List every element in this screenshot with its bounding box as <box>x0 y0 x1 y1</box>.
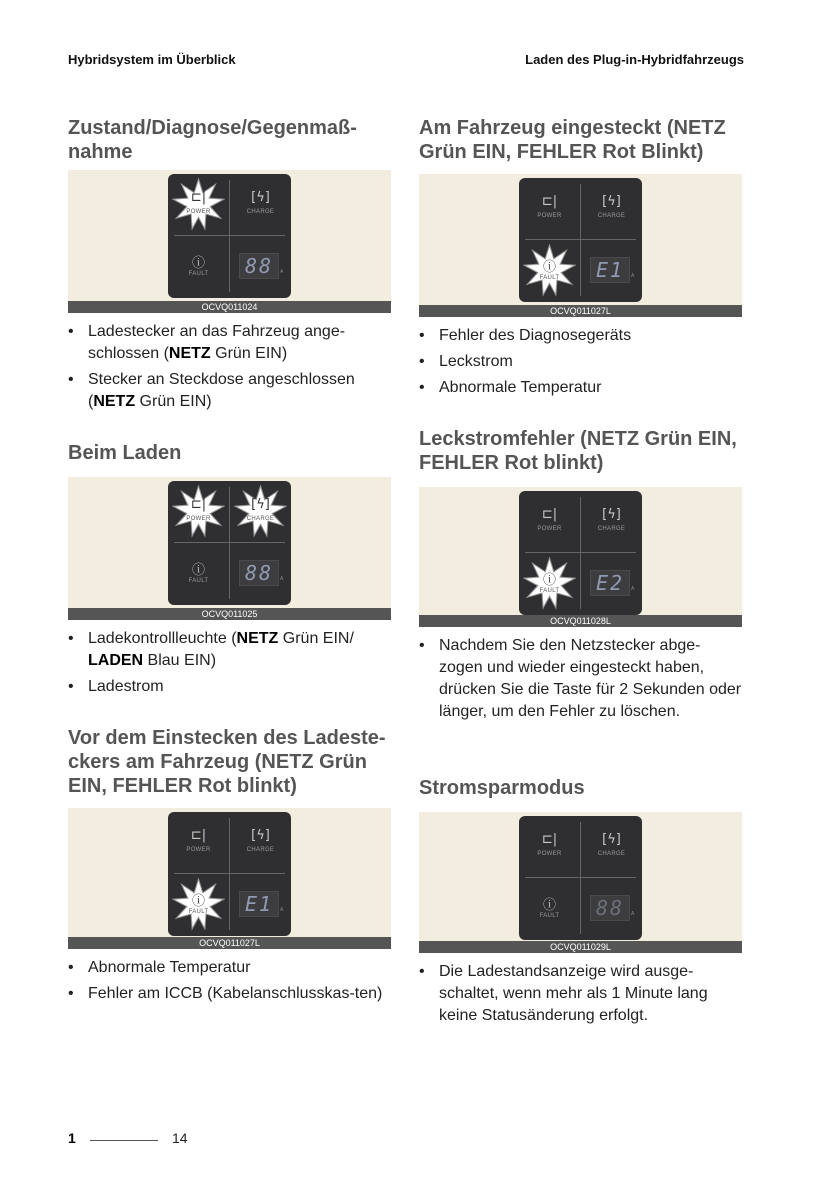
list-item: • Ladestecker an das Fahrzeug ange-schlossen (NETZ Grün EIN) <box>68 321 391 365</box>
charge-label: CHARGE <box>597 526 626 532</box>
list-item: • Fehler am ICCB (Kabelanschlusskas-ten) <box>68 983 391 1005</box>
power-indicator <box>519 816 580 877</box>
running-header-left: Hybridsystem im Überblick <box>68 52 236 67</box>
exclamation-icon: ⓘ <box>542 573 556 588</box>
fault-indicator <box>168 236 229 297</box>
section-title: Am Fahrzeug eingesteckt (NETZ Grün EIN, FEHLER Rot Blinkt) <box>419 117 726 163</box>
charge-label: CHARGE <box>597 213 626 219</box>
list-item: • Die Ladestandsanzeige wird ausge-schaltet, wenn mehr als 1 Minute lang keine Statusänderung erfolgt. <box>419 961 742 1027</box>
fault-label: FAULT <box>188 909 209 915</box>
charge-indicator <box>581 178 642 239</box>
plug-icon: ⊏| <box>190 828 207 843</box>
charger-panel-figure <box>68 808 391 949</box>
charger-panel <box>519 491 642 615</box>
list-item: • Fehler des Diagnosegeräts <box>419 325 742 347</box>
segment-display: 88 A <box>581 878 642 939</box>
section-while-charging <box>68 441 391 702</box>
list-item: • Abnormale Temperatur <box>419 377 742 399</box>
segment-display-value: E2 <box>590 570 630 596</box>
list-item: • Leckstrom <box>419 351 742 373</box>
list-item: • Ladekontrollleuchte (NETZ Grün EIN/ LADEN Blau EIN) <box>68 628 391 672</box>
section-title: Vor dem Einstecken des Ladeste-ckers am Fahrzeug (NETZ Grün EIN, FEHLER Rot blinkt) <box>68 727 386 797</box>
power-label: POWER <box>186 847 211 853</box>
figure-code: OCVQ011027L <box>419 305 742 317</box>
list-item: • Nachdem Sie den Netzstecker abge-zogen und wieder eingesteckt haben, drücken Sie die Taste für 2 Sekunden oder länger, um den Fehler zu löschen. <box>419 635 742 723</box>
charger-panel-figure <box>68 170 391 313</box>
charger-panel <box>168 481 291 605</box>
figure-code: OCVQ011025 <box>68 608 391 620</box>
section-power-saving <box>419 776 742 1031</box>
charge-icon: [ϟ] <box>251 828 270 843</box>
power-indicator <box>519 491 580 552</box>
charge-indicator <box>230 812 291 873</box>
figure-code: OCVQ011024 <box>68 301 391 313</box>
power-indicator <box>168 812 229 873</box>
segment-display-value: 88 <box>239 560 279 586</box>
power-label: POWER <box>537 213 562 219</box>
charge-icon: [ϟ] <box>602 194 621 209</box>
charge-label: CHARGE <box>246 209 275 215</box>
section-title: Leckstromfehler (NETZ Grün EIN, FEHLER Rot blinkt) <box>419 428 737 474</box>
page-number: 14 <box>172 1130 188 1146</box>
bullet-list <box>419 325 742 399</box>
charger-panel <box>519 178 642 302</box>
list-item: • Stecker an Steckdose angeschlossen (NETZ Grün EIN) <box>68 369 391 413</box>
figure-code: OCVQ011028L <box>419 615 742 627</box>
chapter-number: 1 <box>68 1130 76 1146</box>
bullet-list <box>419 635 742 723</box>
section-title: Zustand/Diagnose/Gegenmaß-nahme <box>68 117 357 163</box>
section-before-plugging <box>68 726 391 1009</box>
segment-display: 88 A <box>230 543 291 604</box>
segment-display: 88 A <box>230 236 291 297</box>
section-title: Stromsparmodus <box>419 777 585 799</box>
segment-display-value: E1 <box>590 257 630 283</box>
plug-icon: ⊏| <box>190 190 207 205</box>
fault-label: FAULT <box>188 271 209 277</box>
charger-panel-figure <box>419 174 742 317</box>
figure-code: OCVQ011029L <box>419 941 742 953</box>
charger-panel-figure <box>419 812 742 953</box>
running-header-right: Laden des Plug-in-Hybridfahrzeugs <box>525 52 744 67</box>
power-label: POWER <box>186 516 211 522</box>
power-indicator <box>168 174 229 235</box>
charge-label: CHARGE <box>597 851 626 857</box>
plug-icon: ⊏| <box>541 832 558 847</box>
exclamation-icon: ⓘ <box>191 256 205 271</box>
fault-indicator <box>519 240 580 301</box>
charge-indicator <box>581 816 642 877</box>
charge-icon: [ϟ] <box>251 190 270 205</box>
charge-label: CHARGE <box>246 516 275 522</box>
charge-icon: [ϟ] <box>602 507 621 522</box>
bullet-list <box>68 957 391 1005</box>
fault-label: FAULT <box>188 578 209 584</box>
figure-code: OCVQ011027L <box>68 937 391 949</box>
section-leakage-fault <box>419 427 742 727</box>
power-label: POWER <box>537 851 562 857</box>
fault-label: FAULT <box>539 588 560 594</box>
power-label: POWER <box>537 526 562 532</box>
exclamation-icon: ⓘ <box>191 563 205 578</box>
fault-indicator <box>168 543 229 604</box>
exclamation-icon: ⓘ <box>191 894 205 909</box>
fault-label: FAULT <box>539 913 560 919</box>
charger-panel <box>168 812 291 936</box>
bullet-list <box>419 961 742 1027</box>
plug-icon: ⊏| <box>190 497 207 512</box>
charger-panel-figure <box>68 477 391 620</box>
segment-display: E1 A <box>581 240 642 301</box>
segment-display-value: 88 <box>239 253 279 279</box>
charge-label: CHARGE <box>246 847 275 853</box>
bullet-list <box>68 628 391 698</box>
exclamation-icon: ⓘ <box>542 898 556 913</box>
plug-icon: ⊏| <box>541 507 558 522</box>
footer-divider <box>90 1140 158 1141</box>
charge-icon: [ϟ] <box>251 497 270 512</box>
fault-label: FAULT <box>539 275 560 281</box>
charge-indicator <box>230 174 291 235</box>
segment-display-value: 88 <box>590 895 630 921</box>
charger-panel-figure <box>419 487 742 627</box>
section-title: Beim Laden <box>68 442 182 464</box>
exclamation-icon: ⓘ <box>542 260 556 275</box>
section-status-diagnosis <box>68 116 391 417</box>
charge-icon: [ϟ] <box>602 832 621 847</box>
bullet-list <box>68 321 391 413</box>
charge-indicator <box>230 481 291 542</box>
section-plugged-in <box>419 116 742 403</box>
fault-indicator <box>519 553 580 614</box>
list-item: • Ladestrom <box>68 676 391 698</box>
list-item: • Abnormale Temperatur <box>68 957 391 979</box>
segment-display: E1 A <box>230 874 291 935</box>
fault-indicator <box>168 874 229 935</box>
power-indicator <box>519 178 580 239</box>
plug-icon: ⊏| <box>541 194 558 209</box>
charger-panel <box>168 174 291 298</box>
segment-display: E2 A <box>581 553 642 614</box>
power-label: POWER <box>186 209 211 215</box>
power-indicator <box>168 481 229 542</box>
charger-panel <box>519 816 642 940</box>
fault-indicator <box>519 878 580 939</box>
segment-display-value: E1 <box>239 891 279 917</box>
charge-indicator <box>581 491 642 552</box>
